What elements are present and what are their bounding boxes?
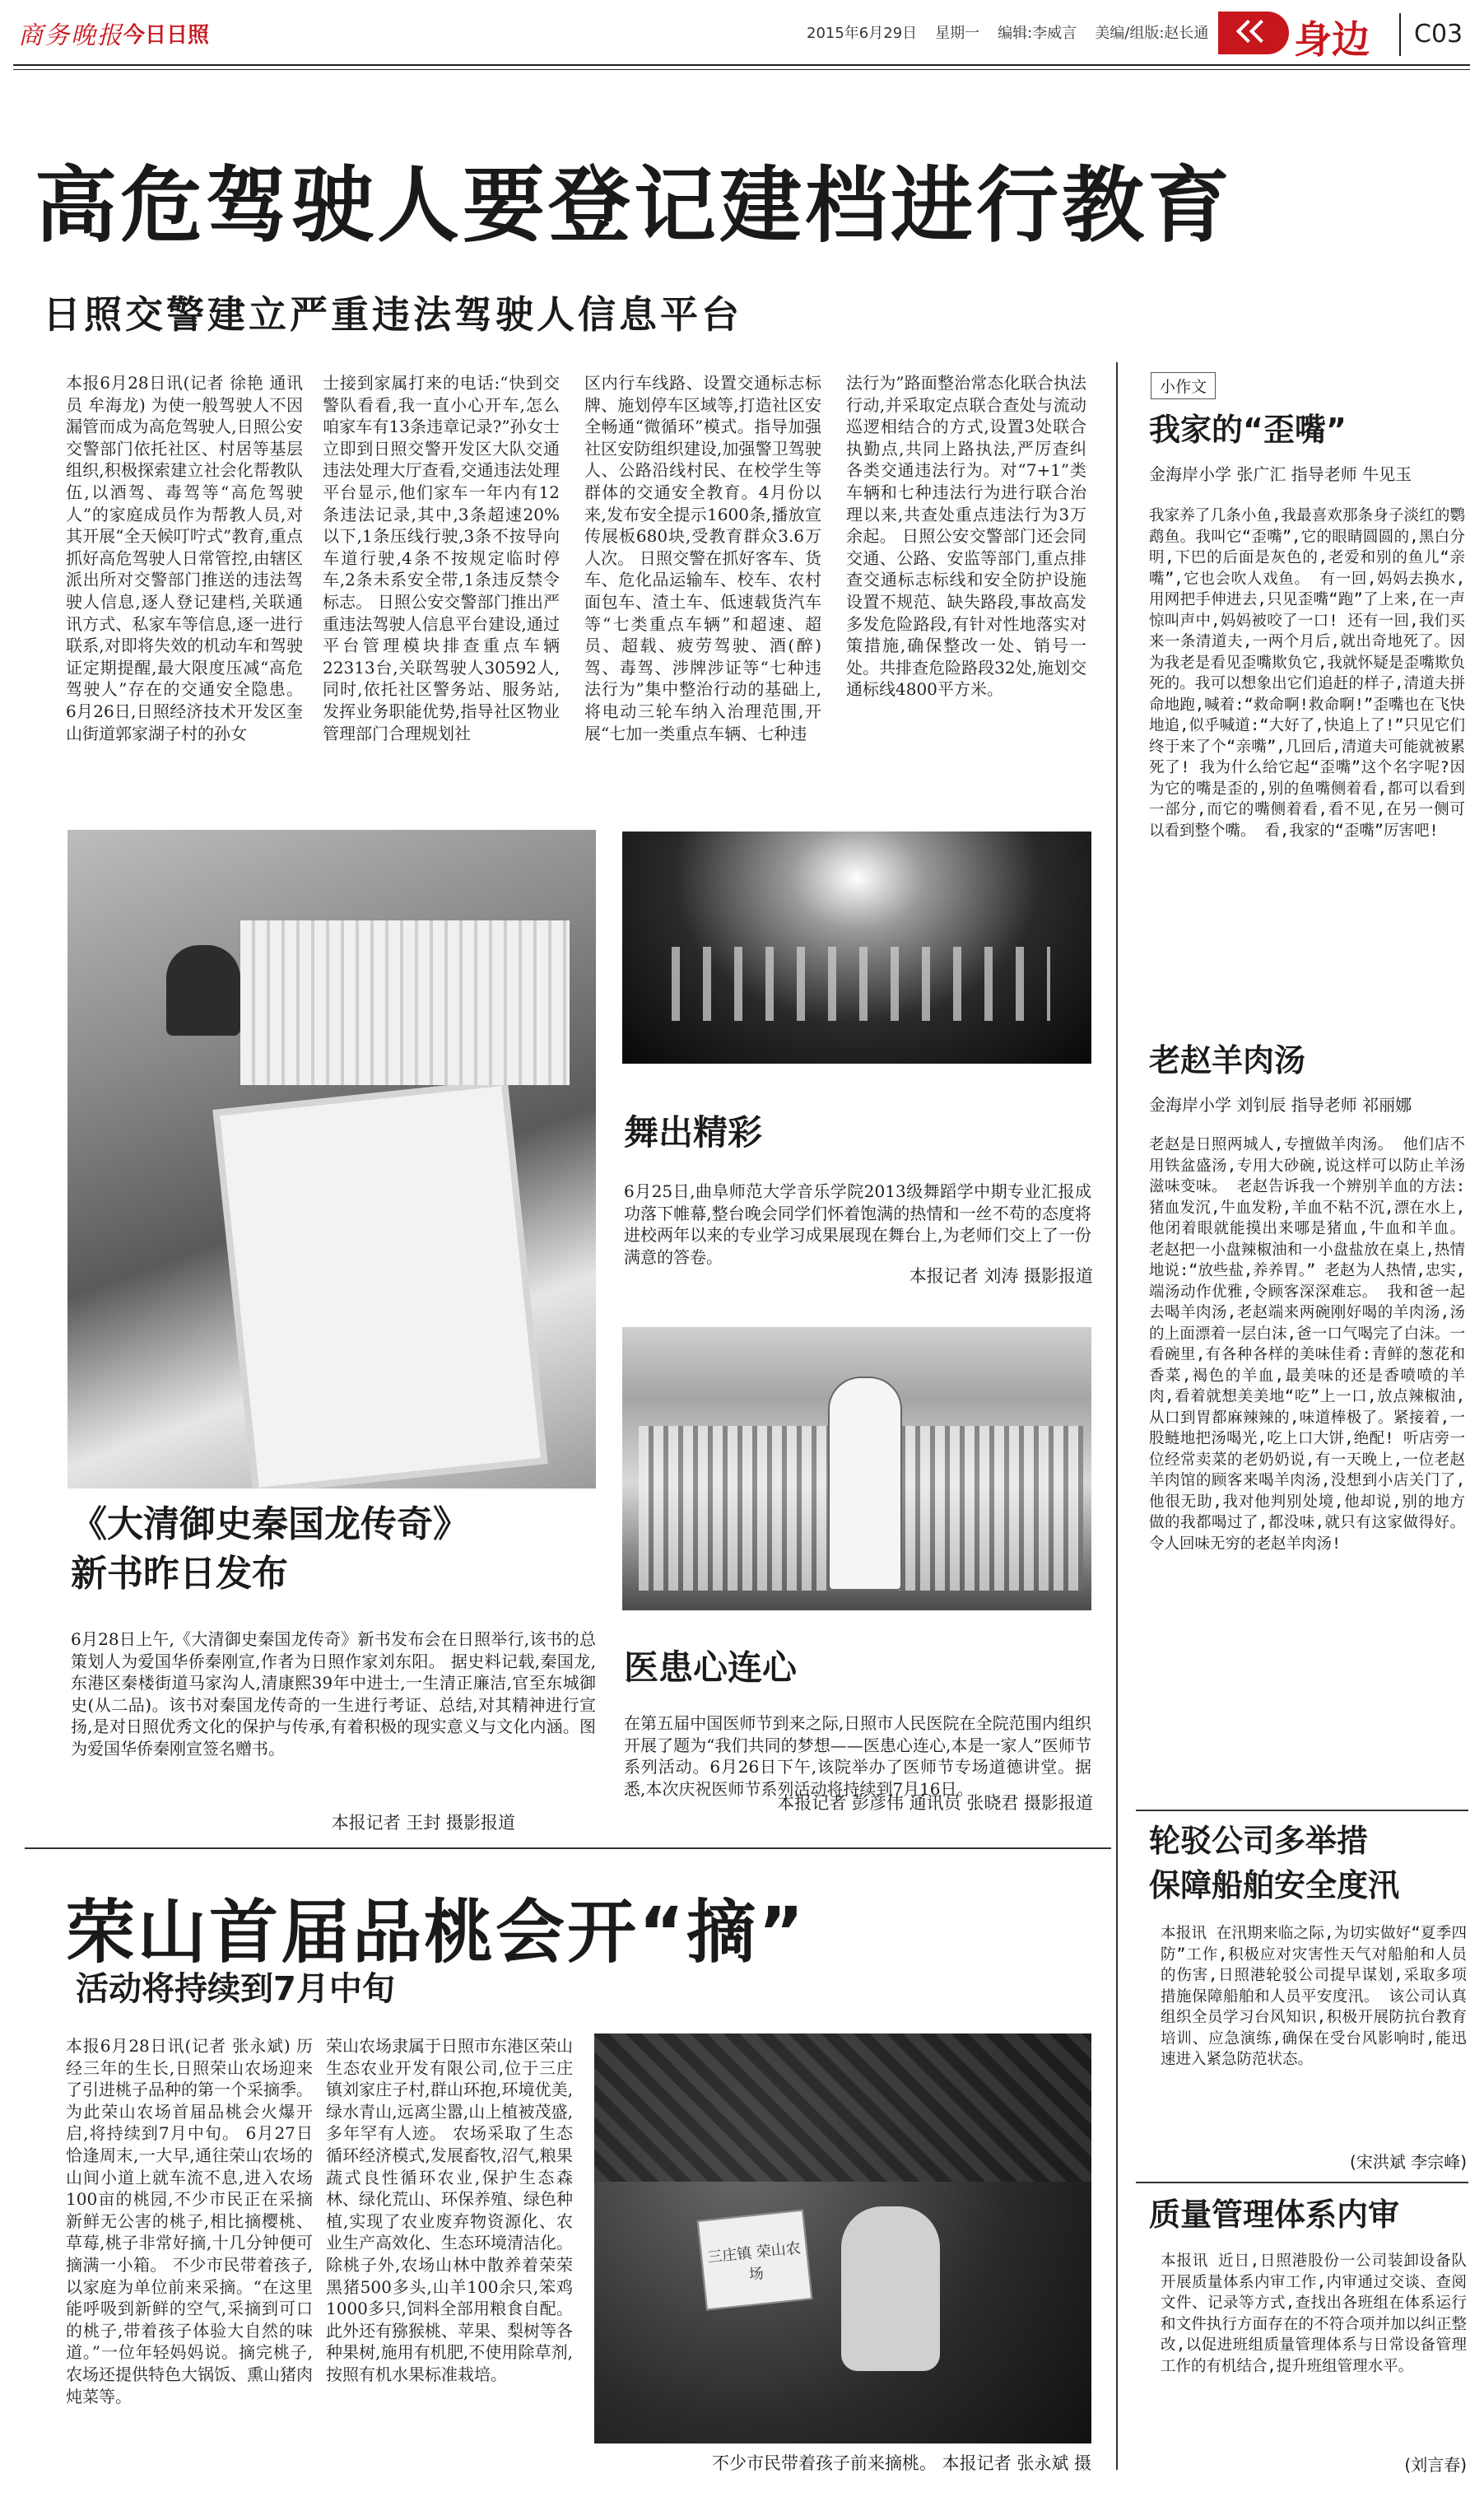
sidebar-article-2-text: 老赵是日照两城人,专擅做羊肉汤。 他们店不用铁盆盛汤,专用大砂碗,说这样可以防止羊汤滋味变味。 老赵告诉我一个辨别羊血的方法:猪血发沉,牛血发粉,羊血不粘不沉,漂在水上,他闭着眼就能摸出来哪是猪血,牛血和羊血。 老赵把一小盘辣椒油和一小盘盐放在桌上,热情地说:“放些盐,养养胃。” 老赵为人热情,忠实,端汤动作优雅,令顾客深深难忘。 我和爸一起去喝羊肉汤,老赵端来两碗刚好喝的羊肉汤,汤的上面漂着一层白沫,爸一口气喝完了白沫。一看碗里,有各种各样的美味佳肴:青鲜的葱花和香菜,褐色的羊血,最美味的还是香喷喷的羊肉,看着就想美美地“吃”上一口,放点辣椒油,从口到胃都麻辣辣的,味道棒极了。紧接着,一股鲢地把汤喝光,吃上口大饼,绝配! 听店旁一位经常卖菜的老奶奶说,有一天晚上,一位老赵羊肉馆的顾客来喝羊肉汤,没想到小店关门了,他很无助,我对他判别处境,他却说,别的地方做的我都喝过了,都没味,就只有这家做得好。 令人回味无穷的老赵羊肉汤! [1149,1136,1465,1553]
section-rule [25,1847,1111,1849]
dance-byline: 本报记者 刘涛 摄影报道 [909,1266,1093,1286]
book-byline: 本报记者 王封 摄影报道 [331,1813,515,1833]
editor-credit: 编辑:李威言 [998,25,1077,42]
peach-column-2: 荣山农场隶属于日照市东港区荣山生态农业开发有限公司,位于三庄镇刘家庄子村,群山环抱,环境优美,绿水青山,远离尘嚣,山上植被茂盛,多年罕有人迹。 农场采取了生态循环经济模式,发展畜牧,沼气,粮果蔬式良性循环农业,保护生态森林、绿化荒山、环保养殖、绿色种植,实现了农业废弃物资源化、农业生产高效化、生态环境清洁化。 除桃子外,农场山林中散养着荣荣黑猪500多头,山羊100余只,笨鸡1000多只,饲料全部用粮食自配。此外还有猕猴桃、苹果、梨树等各种果树,施用有机肥,不使用除草剂,按照有机水果标准栽培。 [326,2036,573,2384]
sidebar-rule-2 [1136,2182,1468,2183]
peach-photo-caption: 不少市民带着孩子前来摘桃。 本报记者 张永斌 摄 [711,2453,1091,2473]
sidebar-label: 小作文 [1151,372,1216,399]
dance-caption: 6月25日,曲阜师范大学音乐学院2013级舞蹈学中期专业汇报成功落下帷幕,整台晚会同学们怀着饱满的热情和一丝不苟的态度将进校两年以来的专业学习成果展现在舞台上,为老师们交上了一份满意的答卷。 [624,1181,1091,1267]
page-number: C03 [1414,20,1463,49]
sidebar-article-2-byline: 金海岸小学 刘钊辰 指导老师 祁丽娜 [1149,1095,1412,1115]
person-shape [166,945,240,1036]
brief-1-title-line-1: 轮驳公司多举措 [1149,1823,1369,1859]
issue-meta [807,21,1226,43]
brief-2-text: 本报讯 近日,日照港股份一公司装卸设备队开展质量体系内审工作,内审通过交谈、查阅文件、记录等方式,查找出各班组在体系运行和文件执行方面存在的不符合项并加以纠正整改,以促进班组质量管理体系与日常设备管理工作的有机结合,提升班组管理水平。 [1161,2252,1467,2375]
header-divider [1399,13,1401,56]
lead-column-4: 法行为”路面整治常态化联合执法行动,并采取定点联合查处与流动巡逻相结合的方式,设置3处联合执勤点,共同上路执法,严厉查纠各类交通违法行为。对“7+1”类车辆和七种违法行为进行联合治理以来,共查处重点违法行为3万余起。 日照公安交警部门还会同交通、公路、安监等部门,重点排查交通标志标线和安全防护设施设置不规范、缺失路段,事故高发多发危险路段,有针对性地落实对策措施,确保整改一处、销号一处。共排查危险路段32处,施划交通标线4800平方米。 [846,373,1086,700]
doctors-byline: 本报记者 彭彦伟 通讯员 张晓君 摄影报道 [777,1793,1093,1813]
brief-1-byline: (宋洪斌 李宗峰) [1350,2152,1467,2172]
sidebar-article-2-title: 老赵羊肉汤 [1149,1042,1306,1078]
issue-weekday: 星期一 [935,25,980,42]
newspaper-logo: 商务晚报 [18,21,123,50]
book-headline-line-2: 新书昨日发布 [71,1553,288,1595]
peach-subhead: 活动将持续到7月中旬 [76,1970,395,2008]
doctors-caption: 在第五届中国医师节到来之际,日照市人民医院在全院范围内组织开展了题为“我们共同的梦想——医患心连心,本是一家人”医师节系列活动。6月26日下午,该院举办了医师节专场道德讲堂。据悉,本次庆祝医师节系列活动将持续到7月16日。 [624,1713,1091,1799]
book-headline-line-1: 《大清御史秦国龙传奇》 [71,1503,469,1545]
book-stack-shape [240,920,570,1085]
section-name: 今日日照 [123,23,210,48]
peach-box-label: 三庄镇 荣山农场 [706,2239,802,2284]
peach-tree-shape [594,2033,1091,2182]
sidebar-article-1-title: 我家的“歪嘴” [1149,412,1347,448]
book-launch-photo [67,830,596,1488]
brief-2-byline: (刘言春) [1404,2455,1467,2475]
designer-credit: 美编/组版:赵长通 [1095,25,1209,42]
lead-column-2: 士接到家属打来的电话:“快到交警队看看,我一直小心开车,怎么咱家车有13条违章记录?”孙女士立即到日照交警开发区大队交通违法处理大厅查看,交通违法处理平台显示,他们家车一年内有12条违法记录,其中,3条超速20%以下,1条压线行驶,3条不按导向车道行驶,4条不按规定临时停车,2条未系安全带,1条违反禁令标志。 日照公安交警部门推出严重违法驾驶人信息平台建设,通过平台管理模块排查重点车辆22313台,关联驾驶人30592人,同时,依托社区警务站、服务站,发挥业务职能优势,指导社区物业管理部门合理规划社 [323,373,560,743]
header-rule [13,64,1470,66]
doctors-headline: 医患心连心 [624,1647,798,1688]
lead-subhead: 日照交警建立严重违法驾驶人信息平台 [43,292,742,337]
peach-picking-photo [594,2033,1091,2443]
brief-1-text: 本报讯 在汛期来临之际,为切实做好“夏季四防”工作,积极应对灾害性天气对船舶和人员的伤害,日照港轮驳公司提早谋划,采取多项措施保障船舶和人员平安度汛。 该公司认真组织全员学习台风知识,积极开展防抗台教育培训、应急演练,确保在受台风影响时,能迅速进入紧急防范状态。 [1161,1925,1467,2068]
dance-photo [622,832,1091,1064]
sidebar-article-1-byline: 金海岸小学 张广汇 指导老师 牛见玉 [1149,464,1412,484]
speaker-shape [828,1377,902,1591]
dance-headline: 舞出精彩 [624,1112,763,1153]
channel-title: 身边 [1294,17,1370,62]
brief-2-title: 质量管理体系内审 [1149,2197,1400,2233]
peach-headline: 荣山首届品桃会开“摘” [66,1892,807,1973]
peach-box-shape [697,2210,813,2311]
lead-column-1: 本报6月28日讯(记者 徐艳 通讯员 牟海龙) 为使一般驾驶人不因漏管而成为高危驾驶人,日照公安交警部门依托社区、村居等基层组织,积极探索建立社会化帮教队伍,以酒驾、毒驾等“高危驾驶人”的家庭成员作为帮教人员,对其开展“全天候叮咛式”教育,重点抓好高危驾驶人日常管控,由辖区派出所对交警部门推送的违法驾驶人信息,逐人登记建档,关联通讯方式、私家车等信息,逐一进行联系,对即将失效的机动车和驾驶证定期提醒,最大限度压减“高危驾驶人”存在的交通安全隐患。 6月26日,日照经济技术开发区奎山街道郭家湖子村的孙女 [66,373,303,743]
lead-headline: 高危驾驶人要登记建档进行教育 [35,157,1233,254]
doctors-oath-photo [622,1327,1091,1610]
dancers-shape [672,947,1050,1021]
header-rule-thin [13,69,1470,70]
sidebar-rule [1136,1810,1468,1811]
sidebar-article-1-text: 我家养了几条小鱼,我最喜欢那条身子淡红的鹦鹉鱼。我叫它“歪嘴”,它的眼睛圆圆的,黑白分明,下巴的后面是灰色的,老爱和别的鱼儿“亲嘴”,它也会吹人戏鱼。 有一回,妈妈去换水,用网把手伸进去,只见歪嘴“跑”了上来,在一声惊叫声中,妈妈被咬了一口! 还有一回,我们买来一条清道夫,一两个月后,就出奇地死了。因为我老是看见歪嘴欺负它,我就怀疑是歪嘴欺负死的。我可以想象出它们追赶的样子,清道夫拼命地跑,喊着:“救命啊!救命啊!”歪嘴也在飞快地追,似乎喊道:“大好了,快追上了!”只见它们终于来了个“亲嘴”,几回后,清道夫可能就被累死了! 我为什么给它起“歪嘴”这个名字呢?因为它的嘴是歪的,别的鱼嘴侧着看,都可以看到一部分,而它的嘴侧着看,看不见,在另一侧可以看到整个嘴。 看,我家的“歪嘴”厉害吧! [1149,507,1465,840]
child-shape [841,2206,940,2371]
sidebar-divider [1116,362,1118,2470]
book-caption: 6月28日上午,《大清御史秦国龙传奇》新书发布会在日照举行,该书的总策划人为爱国华侨秦刚宣,作者为日照作家刘东阳。 据史料记载,秦国龙,东港区秦楼街道马家沟人,清康熙39年中进士,一生清正廉洁,官至东城御史(从二品)。该书对秦国龙传奇的一生进行考证、总结,对其精神进行宣扬,是对日照优秀文化的保护与传承,有着积极的现实意义与文化内涵。图为爱国华侨秦刚宣签名赠书。 [71,1629,596,1759]
lead-column-3: 区内行车线路、设置交通标志标牌、施划停车区域等,打造社区安全畅通“微循环”模式。指导加强社区安防组织建设,加强警卫驾驶人、公路沿线村民、在校学生等群体的交通安全教育。4月份以来,发布安全提示1600条,播放宣传展板680块,受教育群众3.6万人次。 日照交警在抓好客车、货车、危化品运输车、校车、农村面包车、渣土车、低速载货汽车等“七类重点车辆”和超速、超员、超载、疲劳驾驶、酒(醉)驾、毒驾、涉牌涉证等“七种违法行为”集中整治行动的基础上,将电动三轮车纳入治理范围,开展“七加一类重点车辆、七种违 [584,373,821,743]
book-cover-shape [212,1078,547,1488]
peach-column-1: 本报6月28日讯(记者 张永斌) 历经三年的生长,日照荣山农场迎来了引进桃子品种的第一个采摘季。为此荣山农场首届品桃会火爆开启,将持续到7月中旬。 6月27日恰逢周末,一大早,通往荣山农场的山间小道上就车流不息,进入农场100亩的桃园,不少市民正在采摘新鲜无公害的桃子,相比摘樱桃、草莓,桃子非常好摘,十几分钟便可摘满一小箱。 不少市民带着孩子,以家庭为单位前来采摘。“在这里能呼吸到新鲜的空气,采摘到可口的桃子,带着孩子体验大自然的味道。”一位年轻妈妈说。摘完桃子,农场还提供特色大锅饭、熏山猪肉炖菜等。 [66,2036,313,2406]
brief-1-title-line-2: 保障船舶安全度汛 [1149,1867,1400,1903]
channel-chevron-icon [1218,12,1289,54]
issue-date: 2015年6月29日 [807,25,918,42]
